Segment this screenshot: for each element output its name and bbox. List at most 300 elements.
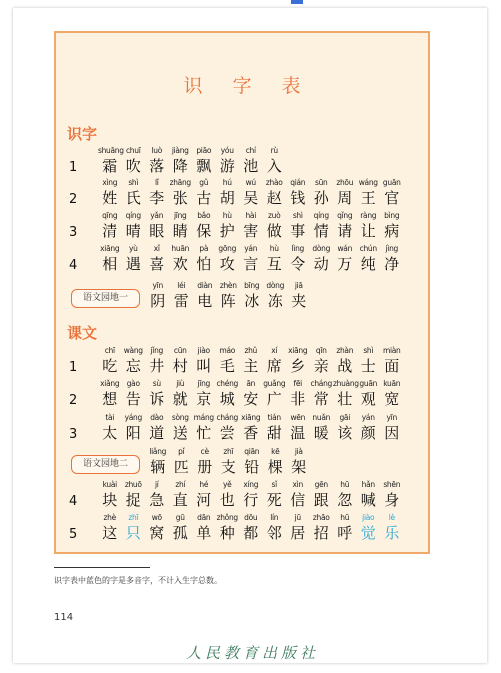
hanzi: 就: [172, 390, 188, 408]
hanzi: 架: [291, 458, 307, 476]
hanzi: 辆: [150, 458, 166, 476]
hanzi: 直: [172, 491, 188, 509]
pinyin: qián: [290, 178, 306, 187]
pinyin: qíng: [125, 211, 141, 220]
character-cell: [263, 178, 287, 208]
pinyin: hū: [340, 480, 350, 489]
hanzi: 古: [196, 189, 212, 207]
pinyin: yán: [244, 244, 258, 253]
pinyin: zhī: [128, 513, 139, 522]
hanzi: 告: [125, 390, 141, 408]
hanzi: 喊: [360, 491, 376, 509]
character-cell: [122, 346, 146, 376]
character-cell: [333, 413, 357, 443]
pinyin: hú: [222, 178, 232, 187]
character-cell: [310, 480, 334, 510]
pinyin: xiǎng: [100, 379, 120, 388]
hanzi: 温: [290, 424, 306, 442]
hanzi: 急: [149, 491, 165, 509]
hanzi: 该: [337, 424, 353, 442]
character-cell: [122, 513, 146, 543]
character-cell: [286, 413, 310, 443]
character-cell: [145, 211, 169, 241]
pinyin: kuān: [383, 379, 401, 388]
character-cell: [286, 379, 310, 409]
pinyin: jiā: [294, 281, 303, 290]
pinyin: shì: [363, 346, 374, 355]
hanzi: 阵: [220, 292, 236, 310]
pinyin: wán: [337, 244, 353, 253]
pinyin: xǐ: [153, 244, 160, 253]
pinyin: wáng: [358, 178, 378, 187]
row-number: 3: [69, 225, 78, 240]
hanzi: 乡: [290, 357, 306, 375]
hanzi: 忙: [196, 424, 212, 442]
hanzi: 忘: [125, 357, 141, 375]
character-cell: [357, 413, 381, 443]
hanzi: 匹: [173, 458, 189, 476]
hanzi: 暖: [313, 424, 329, 442]
hanzi: 晴: [125, 222, 141, 240]
character-cell: [145, 480, 169, 510]
hanzi: 吴: [243, 189, 259, 207]
pinyin: gēn: [314, 480, 328, 489]
pinyin: cè: [200, 447, 209, 456]
hanzi: 也: [219, 491, 235, 509]
character-cell: [216, 244, 240, 274]
character-cell: [287, 447, 311, 477]
character-cell: [122, 379, 146, 409]
character-cell: [333, 480, 357, 510]
pinyin: chún: [359, 244, 377, 253]
section-shizi-heading: 识字: [67, 125, 98, 143]
hanzi: 道: [149, 424, 165, 442]
hanzi: 士: [360, 357, 376, 375]
character-cell: [146, 447, 170, 477]
pinyin: yǎn: [150, 211, 164, 220]
pinyin: shēn: [383, 480, 401, 489]
character-cell: [333, 513, 357, 543]
hanzi: 香: [243, 424, 259, 442]
scroll-indicator: [291, 0, 303, 4]
character-cell: [216, 178, 240, 208]
character-cell: [380, 211, 404, 241]
hanzi: 王: [360, 189, 376, 207]
pinyin: bīng: [244, 281, 260, 290]
character-cell: [98, 346, 122, 376]
pinyin: qǐng: [337, 211, 353, 220]
hanzi: 战: [337, 357, 353, 375]
character-cell: [122, 413, 146, 443]
hanzi: 窝: [149, 524, 165, 542]
hanzi: 游: [219, 157, 235, 175]
hanzi: 行: [243, 491, 259, 509]
page-title: 识 字 表: [183, 75, 313, 97]
pinyin: zhǒng: [216, 513, 238, 522]
hanzi: 吃: [102, 357, 118, 375]
pinyin: zhèn: [219, 281, 237, 290]
hanzi: 遇: [125, 255, 141, 273]
character-cell: [169, 346, 193, 376]
character-cell: [145, 146, 169, 176]
hanzi: 村: [172, 357, 188, 375]
character-cell: [216, 413, 240, 443]
hanzi: 万: [337, 255, 353, 273]
pinyin: zhí: [175, 480, 186, 489]
pinyin: cháng: [310, 379, 332, 388]
character-cell: [239, 146, 263, 176]
hanzi: 铅: [244, 458, 260, 476]
character-cell: [263, 346, 287, 376]
footnote-rule: [54, 567, 150, 568]
hanzi: 居: [290, 524, 306, 542]
character-cell: [286, 513, 310, 543]
character-cell: [216, 480, 240, 510]
hanzi: 都: [243, 524, 259, 542]
row-number: 4: [69, 258, 78, 273]
pinyin: xìn: [292, 480, 303, 489]
character-cell: [169, 480, 193, 510]
hanzi: 夹: [291, 292, 307, 310]
hanzi: 棵: [267, 458, 283, 476]
character-cell: [286, 178, 310, 208]
pinyin: chéng: [216, 379, 238, 388]
character-cell: [122, 211, 146, 241]
character-cell: [239, 211, 263, 241]
pinyin: guǎng: [263, 379, 286, 388]
pinyin: guān: [359, 379, 378, 388]
hanzi: 招: [313, 524, 329, 542]
pinyin: sūn: [314, 178, 328, 187]
hanzi: 乐: [384, 524, 400, 542]
character-cell: [169, 513, 193, 543]
character-cell: [263, 379, 287, 409]
character-cell: [310, 244, 334, 274]
hanzi: 清: [102, 222, 118, 240]
hanzi: 睛: [172, 222, 188, 240]
pinyin: jiào: [197, 346, 210, 355]
pinyin: gǔ: [199, 178, 209, 187]
hanzi: 令: [290, 255, 306, 273]
row-number: 1: [69, 160, 78, 175]
character-cell: [193, 447, 217, 477]
pinyin: pà: [199, 244, 209, 253]
character-cell: [380, 244, 404, 274]
character-cell: [216, 146, 240, 176]
pinyin: rù: [270, 146, 278, 155]
hanzi: 孤: [172, 524, 188, 542]
hanzi: 井: [149, 357, 165, 375]
pinyin: léi: [177, 281, 186, 290]
hanzi: 霜: [102, 157, 118, 175]
hanzi: 块: [102, 491, 118, 509]
character-cell: [333, 346, 357, 376]
pinyin: xiāng: [288, 346, 308, 355]
hanzi: 喜: [149, 255, 165, 273]
pinyin: lín: [270, 513, 279, 522]
pinyin: jìng: [385, 244, 398, 253]
character-cell: [357, 513, 381, 543]
pinyin: gū: [175, 513, 185, 522]
character-cell: [192, 413, 216, 443]
pinyin: yán: [361, 413, 375, 422]
hanzi: 观: [360, 390, 376, 408]
pinyin: sòng: [171, 413, 189, 422]
page-number: 114: [54, 612, 74, 623]
character-cell: [240, 281, 264, 311]
character-cell: [98, 146, 122, 176]
hanzi: 电: [197, 292, 213, 310]
character-cell: [310, 211, 334, 241]
character-cell: [98, 379, 122, 409]
pinyin: zhàn: [336, 346, 354, 355]
character-cell: [286, 244, 310, 274]
pinyin: xiāng: [100, 244, 120, 253]
hanzi: 赵: [266, 189, 282, 207]
pinyin: cháng: [216, 413, 238, 422]
pinyin: wō: [151, 513, 162, 522]
pinyin: yù: [128, 244, 138, 253]
hanzi: 诉: [149, 390, 165, 408]
pinyin: piāo: [196, 146, 212, 155]
hanzi: 支: [220, 458, 236, 476]
pinyin: yě: [223, 480, 232, 489]
pinyin: jiù: [176, 379, 185, 388]
hanzi: 捉: [125, 491, 141, 509]
character-cell: [217, 447, 241, 477]
hanzi: 净: [384, 255, 400, 273]
hanzi: 河: [196, 491, 212, 509]
character-cell: [169, 244, 193, 274]
character-cell: [146, 281, 170, 311]
character-cell: [310, 178, 334, 208]
pinyin: miàn: [382, 346, 401, 355]
pinyin: diàn: [197, 281, 213, 290]
character-cell: [263, 244, 287, 274]
character-cell: [333, 244, 357, 274]
pinyin: jià: [294, 447, 303, 456]
pinyin: máng: [193, 413, 214, 422]
hanzi: 死: [266, 491, 282, 509]
pinyin: dān: [197, 513, 211, 522]
character-cell: [333, 211, 357, 241]
character-cell: [169, 413, 193, 443]
pinyin: zhuàng: [333, 379, 359, 388]
character-cell: [145, 413, 169, 443]
pinyin: xí: [271, 346, 278, 355]
character-cell: [216, 513, 240, 543]
character-cell: [263, 211, 287, 241]
pinyin: qíng: [313, 211, 329, 220]
character-cell: [216, 211, 240, 241]
pinyin: shuāng: [98, 146, 124, 155]
character-cell: [287, 281, 311, 311]
hanzi: 冻: [267, 292, 283, 310]
character-cell: [263, 480, 287, 510]
publisher-logo: 人民教育出版社: [186, 644, 320, 662]
hanzi: 氏: [125, 189, 141, 207]
character-cell: [286, 211, 310, 241]
hanzi: 因: [384, 424, 400, 442]
character-cell: [263, 513, 287, 543]
character-cell: [216, 346, 240, 376]
character-cell: [239, 346, 263, 376]
hanzi: 眼: [149, 222, 165, 240]
pinyin: bìng: [384, 211, 400, 220]
pinyin: shì: [128, 178, 139, 187]
hanzi: 觉: [360, 524, 376, 542]
pinyin: zhōu: [336, 178, 354, 187]
pinyin: gāi: [339, 413, 351, 422]
hanzi: 怕: [196, 255, 212, 273]
pinyin: hǎn: [361, 480, 375, 489]
character-cell: [122, 146, 146, 176]
hanzi: 周: [337, 189, 353, 207]
hanzi: 阴: [150, 292, 166, 310]
character-cell: [217, 281, 241, 311]
character-cell: [264, 447, 288, 477]
character-cell: [357, 346, 381, 376]
pinyin: dòng: [266, 281, 285, 290]
character-cell: [357, 244, 381, 274]
pinyin: fēi: [293, 379, 302, 388]
hanzi: 让: [360, 222, 376, 240]
hanzi: 广: [266, 390, 282, 408]
row-number: 5: [69, 527, 78, 542]
pinyin: pǐ: [178, 447, 185, 456]
pinyin: dào: [150, 413, 164, 422]
character-cell: [192, 244, 216, 274]
pinyin: chī: [104, 346, 115, 355]
character-cell: [122, 178, 146, 208]
hanzi: 送: [172, 424, 188, 442]
character-cell: [192, 146, 216, 176]
hanzi: 池: [243, 157, 259, 175]
hanzi: 叫: [196, 357, 212, 375]
character-cell: [192, 346, 216, 376]
character-cell: [333, 379, 357, 409]
character-cell: [145, 513, 169, 543]
pinyin: jū: [294, 513, 301, 522]
character-cell: [310, 413, 334, 443]
pinyin: ān: [246, 379, 256, 388]
hanzi: 病: [384, 222, 400, 240]
character-cell: [380, 346, 404, 376]
footnote: 识字表中蓝色的字是多音字，不计入生字总数。: [54, 576, 222, 585]
pinyin: guān: [382, 178, 401, 187]
row-number: 2: [69, 192, 78, 207]
hanzi: 毛: [219, 357, 235, 375]
hanzi: 非: [290, 390, 306, 408]
yuwen-yuandi-2-tag: 语文园地二: [71, 455, 140, 474]
character-cell: [310, 346, 334, 376]
hanzi: 单: [196, 524, 212, 542]
hanzi: 身: [384, 491, 400, 509]
hanzi: 入: [266, 157, 282, 175]
character-cell: [98, 480, 122, 510]
hanzi: 事: [290, 222, 306, 240]
hanzi: 亲: [313, 357, 329, 375]
hanzi: 相: [102, 255, 118, 273]
character-cell: [169, 146, 193, 176]
character-cell: [239, 178, 263, 208]
pinyin: sǐ: [271, 480, 277, 489]
pinyin: bǎo: [197, 211, 211, 220]
hanzi: 情: [313, 222, 329, 240]
hanzi: 落: [149, 157, 165, 175]
pinyin: wàng: [123, 346, 143, 355]
hanzi: 颜: [360, 424, 376, 442]
pinyin: jīng: [197, 379, 210, 388]
character-cell: [169, 178, 193, 208]
hanzi: 安: [243, 390, 259, 408]
hanzi: 只: [125, 524, 141, 542]
hanzi: 种: [219, 524, 235, 542]
hanzi: 常: [313, 390, 329, 408]
character-cell: [170, 281, 194, 311]
pinyin: shì: [292, 211, 303, 220]
pinyin: wēn: [290, 413, 306, 422]
character-cell: [380, 480, 404, 510]
character-cell: [380, 379, 404, 409]
character-cell: [310, 379, 334, 409]
hanzi: 尝: [219, 424, 235, 442]
pinyin: zuò: [268, 211, 281, 220]
row-number: 4: [69, 494, 78, 509]
hanzi: 忽: [337, 491, 353, 509]
character-cell: [357, 211, 381, 241]
hanzi: 冰: [244, 292, 260, 310]
character-cell: [122, 480, 146, 510]
pinyin: nuǎn: [312, 413, 331, 422]
pinyin: xíng: [243, 480, 259, 489]
hanzi: 官: [384, 189, 400, 207]
pinyin: hù: [222, 211, 232, 220]
pinyin: qīn: [315, 346, 327, 355]
pinyin: xiāng: [241, 413, 261, 422]
pinyin: lè: [388, 513, 395, 522]
pinyin: yīn: [152, 281, 163, 290]
character-cell: [380, 178, 404, 208]
character-cell: [145, 178, 169, 208]
pinyin: zhǔ: [244, 346, 258, 355]
character-cell: [192, 178, 216, 208]
pinyin: sù: [152, 379, 161, 388]
character-cell: [380, 413, 404, 443]
hanzi: 邻: [266, 524, 282, 542]
hanzi: 信: [290, 491, 306, 509]
pinyin: máo: [219, 346, 236, 355]
pinyin: zhāng: [169, 178, 191, 187]
pinyin: jiào: [362, 513, 375, 522]
hanzi: 害: [243, 222, 259, 240]
hanzi: 姓: [102, 189, 118, 207]
character-cell: [193, 281, 217, 311]
hanzi: 想: [102, 390, 118, 408]
character-cell: [98, 244, 122, 274]
pinyin: zhī: [223, 447, 234, 456]
hanzi: 欢: [172, 255, 188, 273]
pinyin: yáng: [124, 413, 142, 422]
hanzi: 纯: [360, 255, 376, 273]
character-cell: [98, 178, 122, 208]
pinyin: cūn: [173, 346, 187, 355]
hanzi: 张: [172, 189, 188, 207]
hanzi: 做: [266, 222, 282, 240]
hanzi: 动: [313, 255, 329, 273]
pinyin: hài: [245, 211, 257, 220]
pinyin: kuài: [102, 480, 117, 489]
